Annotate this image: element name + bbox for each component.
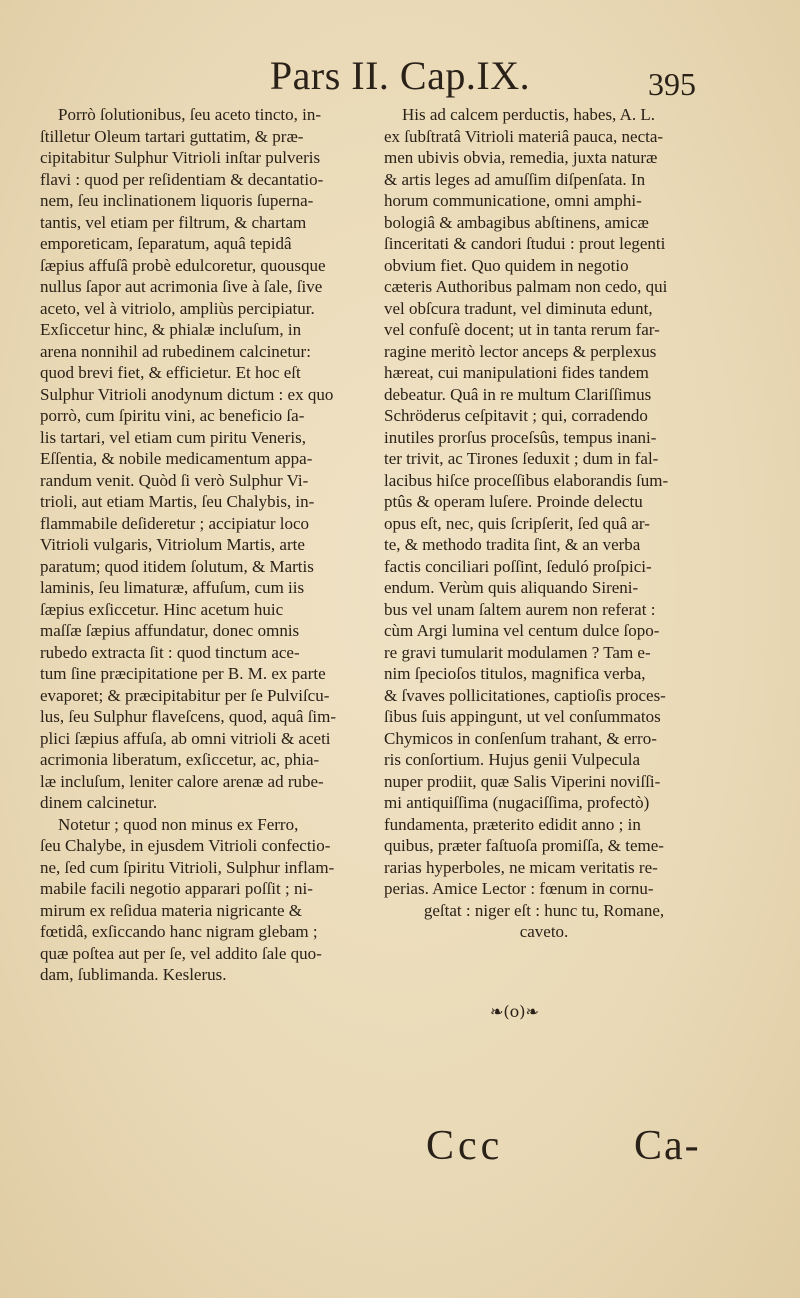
text-line: te, & methodo tradita ſint, & an verba	[384, 535, 641, 554]
text-line: laminis, ſeu limaturæ, affuſum, cum iis	[40, 578, 305, 597]
text-line: porrò, cum ſpiritu vini, ac beneficio ſa-	[40, 406, 305, 425]
text-line: bologiâ & ambagibus abſtinens, amicæ	[384, 212, 649, 232]
text-line: mi antiquiſſima (nugaciſſima, profectò)	[384, 793, 650, 812]
text-line: ſeu Chalybe, in ejusdem Vitrioli confectio-	[40, 836, 331, 855]
right-column	[384, 104, 704, 943]
text-line: ſinceritati & candori ſtudui : prout legenti	[384, 234, 666, 253]
text-line: men ubivis obvia, remedia, juxta naturæ	[384, 148, 658, 167]
text-line: nim ſpecioſos titulos, magnifica verba,	[384, 664, 646, 683]
text-line: flavi : quod per reſidentiam & decantatio-	[40, 169, 324, 189]
text-line: ptûs & operam luſere. Proinde delectu	[384, 492, 643, 511]
text-line: opus eſt, nec, quis ſcripſerit, ſed quâ ar-	[384, 513, 650, 533]
text-line: fœtidâ, exſiccando hanc nigram glebam ;	[40, 922, 318, 941]
text-line: Schröderus ceſpitavit ; qui, corradendo	[384, 406, 648, 425]
text-line: caveto.	[519, 922, 569, 941]
text-line: quibus, præter faſtuoſa promiſſa, & teme-	[384, 836, 664, 855]
page-number: 395	[648, 66, 696, 102]
text-line: ſæpius exſiccetur. Hinc acetum huic	[40, 599, 284, 619]
text-line: Vitrioli vulgaris, Vitriolum Martis, arte	[40, 535, 305, 554]
text-line: paratum; quod itidem ſolutum, & Martis	[40, 556, 314, 576]
text-line: vel obſcura tradunt, vel diminuta edunt,	[384, 298, 653, 318]
text-line: evaporet; & præcipitabitur per ſe Pulviſcu-	[40, 685, 330, 705]
text-line: randum venit. Quòd ſi verò Sulphur Vi-	[40, 470, 309, 490]
text-line: rubedo extracta ſit : quod tinctum ace-	[40, 642, 300, 662]
text-line: cùm Argi lumina vel centum dulce ſopo-	[384, 621, 660, 640]
text-line: ne, ſed cum ſpiritu Vitrioli, Sulphur inflam-	[40, 857, 335, 877]
text-line: emporeticam, ſeparatum, aquâ tepidâ	[40, 234, 292, 253]
text-line: nullus ſapor aut acrimonia ſive à ſale, ſive	[40, 277, 323, 296]
text-line: inutiles prorſus proceſsûs, tempus inani-	[384, 427, 657, 447]
text-line: horum communicatione, omni amphi-	[384, 191, 642, 210]
text-line: nem, ſeu inclinationem liquoris ſuperna-	[40, 191, 314, 210]
text-line: hæreat, cui manipulationi fides tandem	[384, 363, 649, 382]
left-column	[40, 104, 365, 986]
text-line: factis conciliari poſſint, ſeduló proſpici-	[384, 556, 652, 576]
text-line: mabile facili negotio apparari poſſit ; ni-	[40, 879, 313, 898]
text-line: maſſæ ſæpius affundatur, donec omnis	[40, 621, 300, 640]
catchword: Ca-	[634, 1123, 701, 1169]
text-line: His ad calcem perductis, habes, A. L.	[402, 105, 656, 124]
text-line: cæteris Authoribus palmam non cedo, qui	[384, 277, 668, 296]
text-line: cipitabitur Sulphur Vitrioli inſtar pulveris	[40, 148, 321, 167]
text-line: ex ſubſtratâ Vitrioli materiâ pauca, necta-	[384, 126, 664, 146]
text-line: mirum ex reſidua materia nigricante &	[40, 900, 302, 920]
text-line: Eſſentia, & nobile medicamentum appa-	[40, 449, 313, 468]
text-line: perias. Amice Lector : fœnum in cornu-	[384, 879, 654, 898]
closing-ornament: ❧(o)❧	[490, 1002, 539, 1021]
text-line: vel confuſè docent; ut in tanta rerum far-	[384, 320, 660, 339]
text-line: Chymicos in conſenſum trahant, & erro-	[384, 728, 657, 748]
running-head: Pars II. Cap.IX.	[269, 53, 531, 98]
text-line: geſtat : niger eſt : hunc tu, Romane,	[423, 900, 665, 920]
text-line: ris conſortium. Hujus genii Vulpecula	[384, 750, 640, 769]
text-line: Notetur ; quod non minus ex Ferro,	[58, 814, 299, 834]
text-line: tantis, vel etiam per filtrum, & chartam	[40, 212, 307, 232]
text-line: ſæpius affuſâ probè edulcoretur, quousque	[40, 255, 326, 275]
text-line: bus vel unam ſaltem aurem non referat :	[384, 599, 656, 619]
text-line: trioli, aut etiam Martis, ſeu Chalybis, in-	[40, 492, 315, 511]
text-line: & artis leges ad amuſſim diſpenſata. In	[384, 169, 646, 189]
text-line: quod brevi fiet, & efficietur. Et hoc eſt	[40, 363, 301, 382]
text-line: aceto, vel à vitriolo, ampliùs percipiatur.	[40, 298, 315, 318]
text-line: ter trivit, ac Tirones ſeduxit ; dum in fal-	[384, 449, 659, 468]
text-line: plici ſæpius affuſa, ab omni vitrioli & aceti	[40, 728, 331, 748]
text-line: lacibus hiſce proceſſibus elaborandis ſum-	[384, 470, 669, 490]
text-line: quæ poſtea aut per ſe, vel addito ſale quo-	[40, 943, 322, 963]
text-line: rarias hyperboles, ne micam veritatis re-	[384, 857, 658, 877]
text-line: dam, ſublimanda. Keslerus.	[40, 965, 227, 984]
text-line: re gravi tumularit modulamen ? Tam e-	[384, 642, 651, 662]
text-line: ſtilletur Oleum tartari guttatim, & præ-	[40, 126, 304, 146]
text-line: nuper prodiit, quæ Salis Viperini noviſſi-	[384, 771, 661, 791]
text-line: acrimonia liberatum, exſiccetur, ac, phia-	[40, 750, 320, 769]
text-line: arena nonnihil ad rubedinem calcinetur:	[40, 341, 311, 361]
text-line: dinem calcinetur.	[40, 793, 158, 812]
text-line: & ſvaves pollicitationes, captioſis proces-	[384, 685, 666, 705]
text-line: endum. Verùm quis aliquando Sireni-	[384, 578, 639, 597]
text-line: Exſiccetur hinc, & phialæ incluſum, in	[40, 320, 302, 339]
text-line: Porrò ſolutionibus, ſeu aceto tincto, in-	[58, 105, 321, 124]
text-line: ragine meritò lector anceps & perplexus	[384, 341, 657, 361]
text-line: debeatur. Quâ in re multum Clariſſimus	[384, 384, 652, 404]
text-line: læ incluſum, leniter calore arenæ ad rube-	[40, 771, 324, 791]
text-line: flammabile deſideretur ; accipiatur loco	[40, 513, 310, 533]
text-line: fundamenta, præterito edidit anno ; in	[384, 814, 641, 834]
text-line: ſibus ſuis appingunt, ut vel conſummatos	[384, 707, 661, 726]
signature-mark: Ccc	[426, 1123, 504, 1169]
text-line: lus, ſeu Sulphur flaveſcens, quod, aquâ ſim-	[40, 707, 337, 726]
text-line: Sulphur Vitrioli anodynum dictum : ex quo	[40, 384, 334, 404]
text-line: obvium fiet. Quo quidem in negotio	[384, 255, 629, 275]
text-line: tum ſine præcipitatione per B. M. ex parte	[40, 664, 326, 683]
text-line: lis tartari, vel etiam cum piritu Veneris,	[40, 427, 306, 447]
